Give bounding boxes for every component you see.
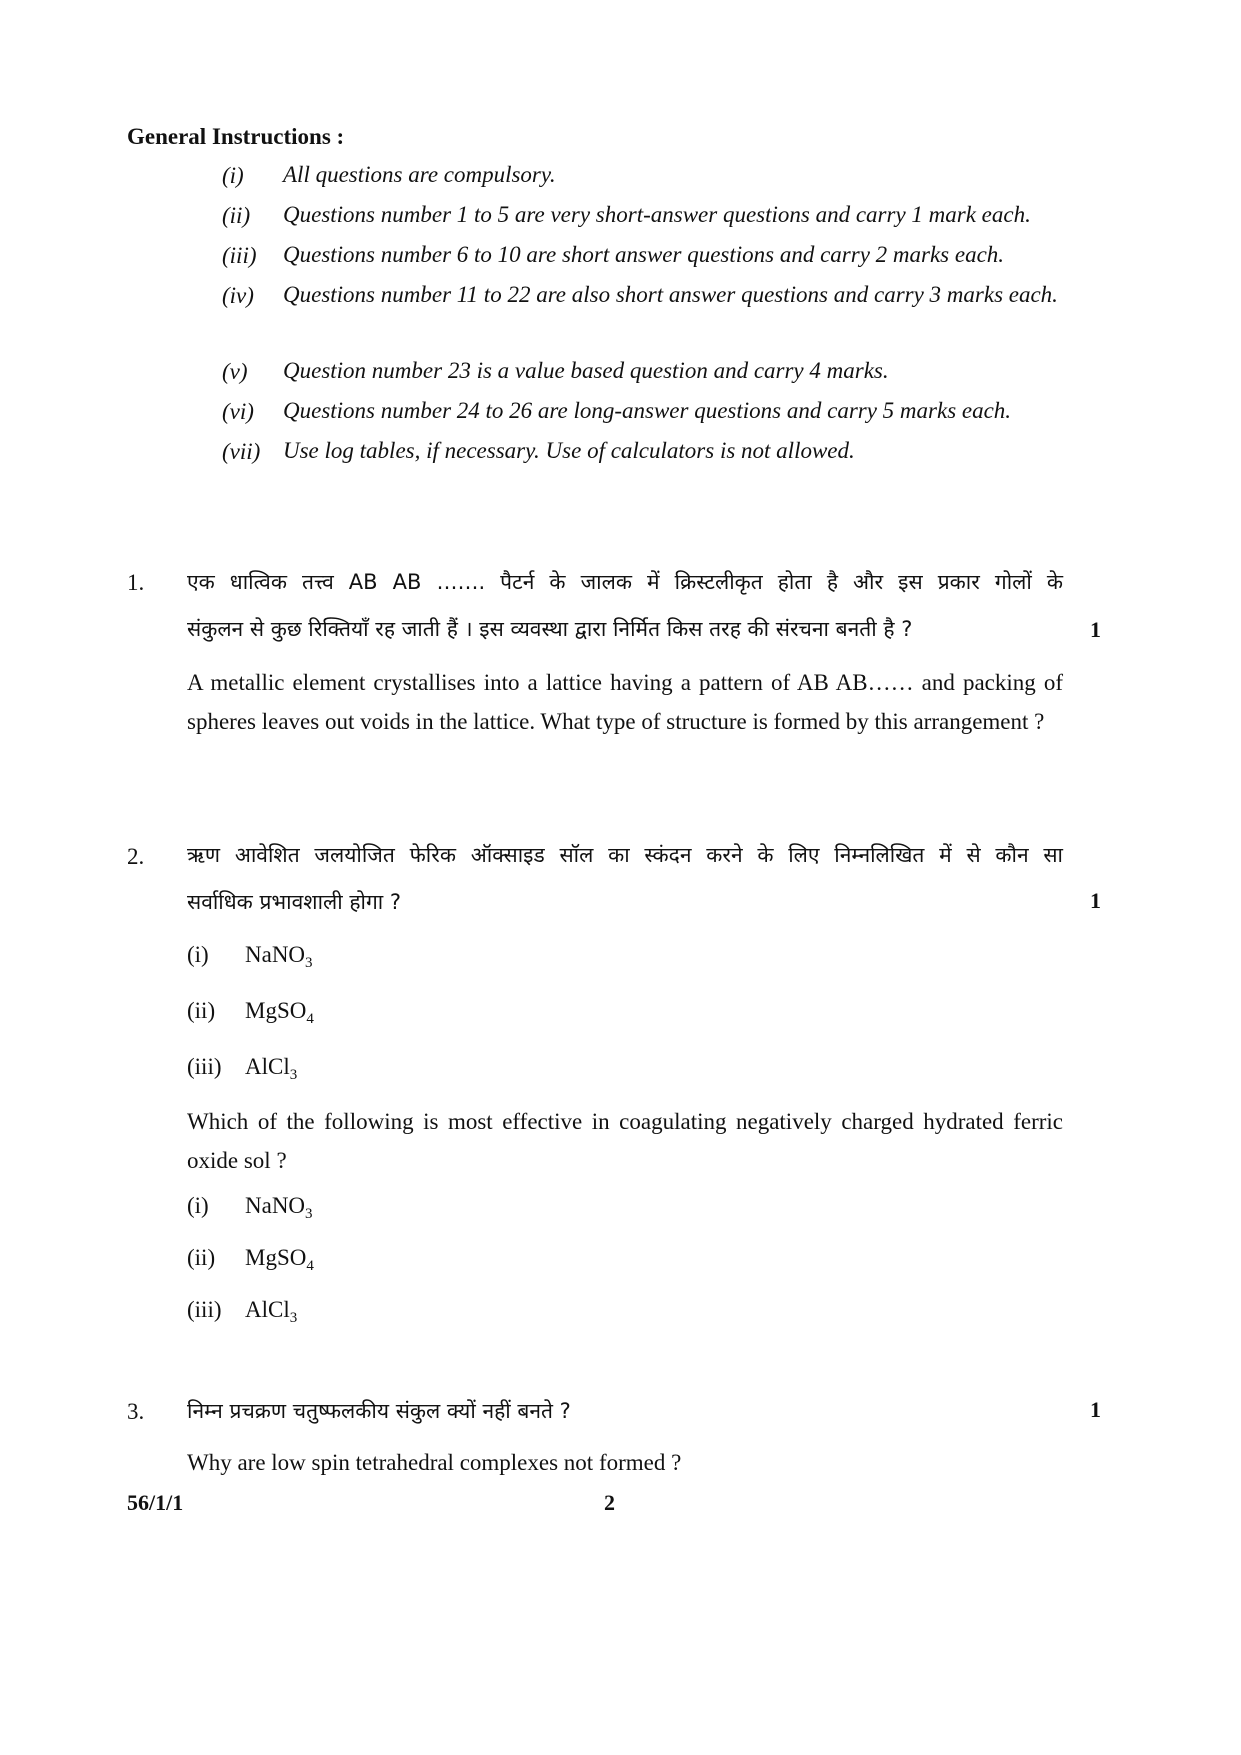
- question-marks: 1: [1090, 888, 1101, 913]
- option-formula: MgSO$_4$: [245, 998, 314, 1027]
- option-formula: AlCl$_3$: [245, 1297, 298, 1326]
- question-hindi-line: ऋण आवेशित जलयोजित फेरिक ऑक्साइड सॉल का स्कंदन करने के लिए निम्नलिखित में से कौन सा: [187, 843, 1063, 867]
- option-formula: AlCl$_3$: [245, 1054, 298, 1083]
- option-number: (iii): [187, 1054, 222, 1079]
- option-formula: MgSO$_4$: [245, 1245, 314, 1274]
- instruction-text: All questions are compulsory.: [283, 162, 556, 187]
- question-marks: 1: [1090, 1397, 1101, 1422]
- question-english-text: Which of the following is most effective in coagulating negatively charged hydrated ferric oxide sol ?: [187, 1109, 1063, 1173]
- question-hindi-line: संकुलन से कुछ रिक्तियाँ रह जाती हैं । इस व्यवस्था द्वारा निर्मित किस तरह की संरचना बनती है ?: [187, 617, 913, 641]
- question-number: 2.: [127, 844, 145, 869]
- instruction-text: Questions number 11 to 22 are also short answer questions and carry 3 marks each.: [283, 282, 1058, 307]
- instruction-number: (vii): [222, 439, 261, 464]
- question-english-text: A metallic element crystallises into a lattice having a pattern of AB AB…… and packing of spheres leaves out voids in the lattice. What type of structure is formed by this arrangement ?: [187, 670, 1063, 734]
- question-marks: 1: [1090, 617, 1101, 642]
- question-english-text: Why are low spin tetrahedral complexes not formed ?: [187, 1450, 682, 1475]
- option-number: (iii): [187, 1297, 222, 1322]
- paper-code: 56/1/1: [127, 1490, 184, 1515]
- instruction-number: (i): [222, 163, 244, 188]
- question-hindi-line: सर्वाधिक प्रभावशाली होगा ?: [187, 890, 402, 914]
- general-instructions-title: General Instructions :: [127, 124, 345, 149]
- option-number: (ii): [187, 1245, 216, 1270]
- option-formula: NaNO$_3$: [245, 942, 313, 971]
- instruction-text: Questions number 1 to 5 are very short-answer questions and carry 1 mark each.: [283, 202, 1031, 227]
- instruction-number: (iii): [222, 243, 257, 268]
- page-number: 2: [604, 1490, 615, 1515]
- instruction-number: (v): [222, 359, 248, 384]
- instruction-number: (vi): [222, 399, 254, 424]
- option-number: (i): [187, 942, 209, 967]
- instruction-text: Questions number 6 to 10 are short answer questions and carry 2 marks each.: [283, 242, 1005, 267]
- option-formula: NaNO$_3$: [245, 1193, 313, 1222]
- option-number: (i): [187, 1193, 209, 1218]
- option-number: (ii): [187, 998, 216, 1023]
- question-hindi-line: निम्न प्रचक्रण चतुष्फलकीय संकुल क्यों नहीं बनते ?: [187, 1399, 571, 1423]
- instruction-text: Question number 23 is a value based question and carry 4 marks.: [283, 358, 889, 383]
- question-hindi-line: एक धात्विक तत्त्व AB AB ……. पैटर्न के जालक में क्रिस्टलीकृत होता है और इस प्रकार गोलों के: [187, 570, 1063, 594]
- instruction-text: Use log tables, if necessary. Use of calculators is not allowed.: [283, 438, 855, 463]
- instruction-number: (iv): [222, 283, 254, 308]
- question-number: 3.: [127, 1399, 145, 1424]
- question-number: 1.: [127, 570, 145, 595]
- instruction-number: (ii): [222, 203, 251, 228]
- instruction-text: Questions number 24 to 26 are long-answer questions and carry 5 marks each.: [283, 398, 1012, 423]
